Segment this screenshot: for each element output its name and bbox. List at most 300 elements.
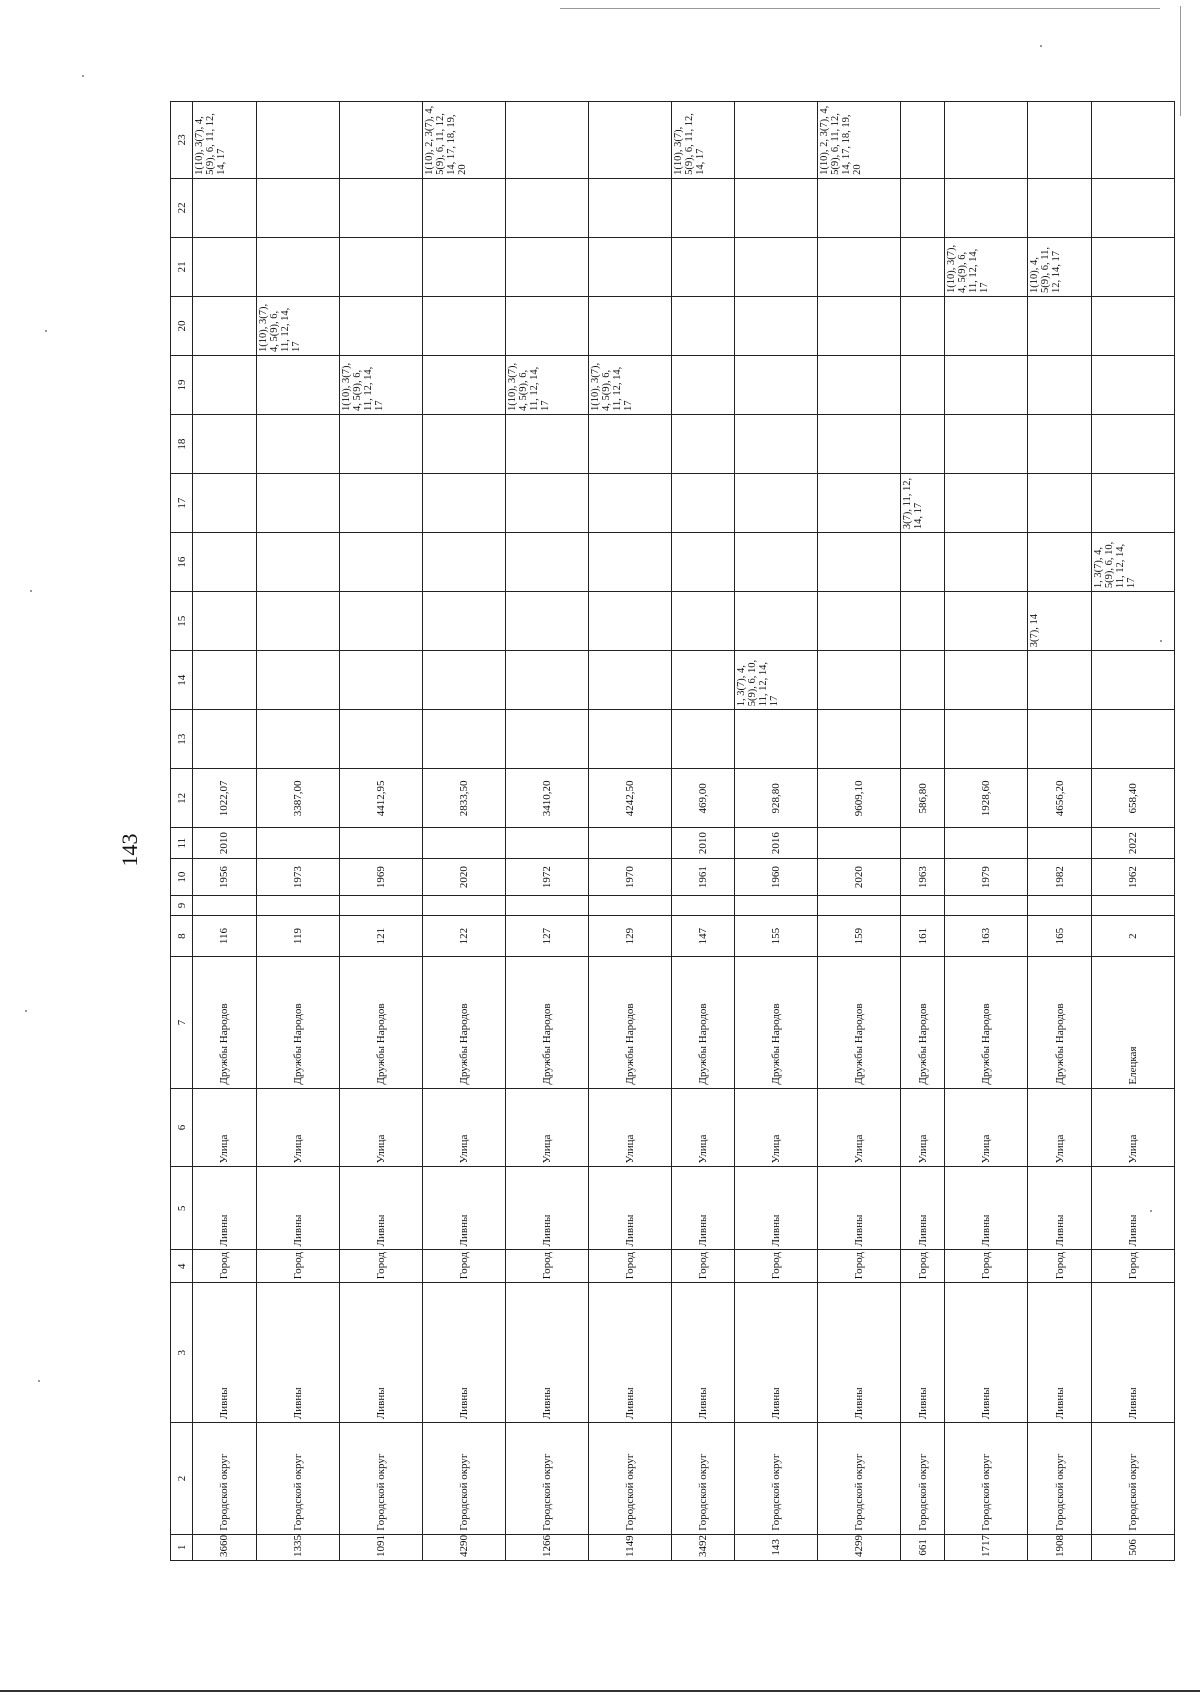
table-cell: Ливны	[818, 1283, 901, 1423]
table-cell	[671, 296, 735, 355]
table-cell	[256, 592, 339, 651]
table-cell	[256, 355, 339, 414]
table-cell	[422, 651, 505, 710]
table-cell: Город	[256, 1250, 339, 1283]
table-cell	[193, 415, 257, 474]
table-cell: Городской округ	[1091, 1423, 1174, 1535]
table-cell	[735, 102, 818, 179]
table-row	[193, 102, 257, 1561]
table-cell: Город	[1091, 1250, 1174, 1283]
table-cell: 661	[901, 1534, 945, 1560]
table-cell	[1028, 355, 1092, 414]
table-cell: 161	[901, 915, 945, 957]
table-cell: 3492	[671, 1534, 735, 1560]
table-cell	[588, 296, 671, 355]
table-cell	[422, 237, 505, 296]
table-cell	[588, 592, 671, 651]
table-cell	[422, 710, 505, 769]
table-cell	[505, 296, 588, 355]
table-cell: 2016	[735, 828, 818, 859]
table-cell	[1091, 415, 1174, 474]
table-cell	[818, 710, 901, 769]
table-cell	[505, 592, 588, 651]
table-cell: Город	[1028, 1250, 1092, 1283]
table-cell: Улица	[422, 1088, 505, 1167]
table-cell	[1028, 296, 1092, 355]
table-cell: Дружбы Народов	[505, 957, 588, 1088]
table-cell: Городской округ	[671, 1423, 735, 1535]
table-cell	[505, 178, 588, 237]
table-cell: 1908	[1028, 1534, 1092, 1560]
table-cell	[1091, 296, 1174, 355]
table-cell	[818, 178, 901, 237]
table-row	[945, 102, 1028, 1561]
table-cell	[901, 237, 945, 296]
table-cell	[1091, 896, 1174, 916]
table-cell	[1028, 828, 1092, 859]
table-cell	[422, 592, 505, 651]
top-rule-vertical	[1180, 6, 1181, 116]
table-cell: 2833,50	[422, 769, 505, 828]
table-cell: Городской округ	[193, 1423, 257, 1535]
table-cell	[945, 651, 1028, 710]
table-cell: Ливны	[339, 1283, 422, 1423]
table-cell	[505, 651, 588, 710]
table-cell: 1962	[1091, 858, 1174, 895]
table-cell	[945, 533, 1028, 592]
table-cell: 1970	[588, 858, 671, 895]
column-number-cell: 6	[171, 1088, 193, 1167]
table-cell	[256, 415, 339, 474]
table-cell	[505, 102, 588, 179]
column-number-cell: 22	[171, 178, 193, 237]
table-cell	[901, 102, 945, 179]
table-cell: 586,80	[901, 769, 945, 828]
table-body	[171, 102, 1175, 1561]
table-cell: 159	[818, 915, 901, 957]
table-cell	[735, 896, 818, 916]
table-cell: Улица	[735, 1088, 818, 1167]
table-cell: 2010	[193, 828, 257, 859]
table-cell: 4656,20	[1028, 769, 1092, 828]
table-cell: Улица	[945, 1088, 1028, 1167]
registry-table	[170, 101, 1175, 1561]
table-cell: 9609,10	[818, 769, 901, 828]
column-number-cell: 1	[171, 1534, 193, 1560]
table-cell: 1960	[735, 858, 818, 895]
table-row	[1091, 102, 1174, 1561]
table-cell: Улица	[193, 1088, 257, 1167]
table-cell	[901, 178, 945, 237]
page-number: 143	[117, 833, 142, 867]
table-row	[818, 102, 901, 1561]
table-cell: Ливны	[1028, 1167, 1092, 1250]
table-cell	[505, 533, 588, 592]
table-cell: Дружбы Народов	[671, 957, 735, 1088]
table-cell	[671, 355, 735, 414]
column-number-cell: 7	[171, 957, 193, 1088]
table-cell: 155	[735, 915, 818, 957]
table-cell	[671, 651, 735, 710]
table-cell	[735, 355, 818, 414]
table-cell	[735, 533, 818, 592]
table-cell: 1335	[256, 1534, 339, 1560]
table-cell	[588, 415, 671, 474]
table-cell: 658,40	[1091, 769, 1174, 828]
table-cell: 2010	[671, 828, 735, 859]
table-cell: 2020	[422, 858, 505, 895]
table-cell: Дружбы Народов	[901, 957, 945, 1088]
table-cell	[193, 533, 257, 592]
table-cell	[339, 533, 422, 592]
table-cell	[901, 592, 945, 651]
table-cell	[1028, 415, 1092, 474]
table-cell	[671, 592, 735, 651]
table-cell: 1149	[588, 1534, 671, 1560]
table-cell	[901, 896, 945, 916]
table-cell	[193, 651, 257, 710]
table-cell: Городской округ	[735, 1423, 818, 1535]
table-row	[671, 102, 735, 1561]
table-cell	[422, 533, 505, 592]
table-row	[422, 102, 505, 1561]
table-cell: 3(7), 14	[1028, 592, 1092, 651]
table-cell	[256, 710, 339, 769]
table-cell	[818, 828, 901, 859]
table-cell: Ливны	[588, 1283, 671, 1423]
table-cell: 1(10), 3(7), 4, 5(9), 6, 11, 12, 14, 17	[588, 355, 671, 414]
table-cell	[818, 355, 901, 414]
table-cell	[901, 651, 945, 710]
table-row	[1028, 102, 1092, 1561]
table-cell: 1(10), 3(7), 4, 5(9), 6, 11, 12, 14, 17	[505, 355, 588, 414]
table-cell	[945, 415, 1028, 474]
column-number-cell: 19	[171, 355, 193, 414]
table-cell: Ливны	[339, 1167, 422, 1250]
column-number-cell: 12	[171, 769, 193, 828]
table-cell	[735, 415, 818, 474]
table-cell	[256, 474, 339, 533]
table-cell	[339, 474, 422, 533]
table-cell: Город	[901, 1250, 945, 1283]
table-cell	[339, 296, 422, 355]
table-cell	[901, 710, 945, 769]
table-cell: Улица	[1028, 1088, 1092, 1167]
table-cell	[735, 237, 818, 296]
table-cell	[256, 896, 339, 916]
table-cell: 1979	[945, 858, 1028, 895]
table-cell	[735, 296, 818, 355]
table-cell: 1961	[671, 858, 735, 895]
table-cell	[945, 828, 1028, 859]
table-cell: 928,80	[735, 769, 818, 828]
table-cell	[422, 828, 505, 859]
table-cell: 2022	[1091, 828, 1174, 859]
table-cell: Улица	[505, 1088, 588, 1167]
column-number-cell: 5	[171, 1167, 193, 1250]
table-cell	[256, 533, 339, 592]
column-number-row	[171, 102, 193, 1561]
table-cell: Дружбы Народов	[422, 957, 505, 1088]
table-cell: Город	[671, 1250, 735, 1283]
table-cell	[422, 415, 505, 474]
table-cell: 1022,07	[193, 769, 257, 828]
table-cell: Улица	[339, 1088, 422, 1167]
table-cell	[1028, 178, 1092, 237]
table-cell	[818, 896, 901, 916]
table-cell: Городской округ	[901, 1423, 945, 1535]
table-cell	[339, 828, 422, 859]
table-row	[339, 102, 422, 1561]
table-cell	[945, 355, 1028, 414]
table-cell	[945, 296, 1028, 355]
table-cell	[818, 415, 901, 474]
table-cell: Город	[505, 1250, 588, 1283]
table-cell: 1(10), 2, 3(7), 4, 5(9), 6, 11, 12, 14, 17, 18, 19, 20	[818, 102, 901, 179]
table-cell: Ливны	[505, 1167, 588, 1250]
table-cell: 121	[339, 915, 422, 957]
column-number-cell: 17	[171, 474, 193, 533]
column-number-cell: 23	[171, 102, 193, 179]
table-cell: Улица	[901, 1088, 945, 1167]
table-cell	[588, 651, 671, 710]
table-cell: 1(10), 3(7), 4, 5(9), 6, 11, 12, 14, 17	[339, 355, 422, 414]
table-cell: 1973	[256, 858, 339, 895]
column-number-cell: 4	[171, 1250, 193, 1283]
table-cell: Город	[735, 1250, 818, 1283]
table-cell: 2020	[818, 858, 901, 895]
table-cell	[901, 828, 945, 859]
table-cell: Ливны	[1091, 1283, 1174, 1423]
table-cell	[256, 651, 339, 710]
table-cell: 1, 3(7), 4, 5(9), 6, 10, 11, 12, 14, 17	[1091, 533, 1174, 592]
table-cell	[671, 710, 735, 769]
table-cell	[1091, 178, 1174, 237]
table-cell: 1(10), 2, 3(7), 4, 5(9), 6, 11, 12, 14, 17, 18, 19, 20	[422, 102, 505, 179]
table-cell: Ливны	[256, 1167, 339, 1250]
rotated-table-wrapper	[170, 101, 1175, 1561]
table-cell	[256, 178, 339, 237]
column-number-cell: 11	[171, 828, 193, 859]
table-cell: 147	[671, 915, 735, 957]
table-cell: Городской округ	[339, 1423, 422, 1535]
table-cell	[505, 474, 588, 533]
table-cell: 1969	[339, 858, 422, 895]
table-cell	[1028, 710, 1092, 769]
table-cell	[422, 474, 505, 533]
table-cell: Дружбы Народов	[1028, 957, 1092, 1088]
table-cell	[945, 474, 1028, 533]
table-cell	[588, 178, 671, 237]
table-cell: Ливны	[901, 1167, 945, 1250]
table-cell: Ливны	[505, 1283, 588, 1423]
table-cell	[818, 474, 901, 533]
table-cell: 1(10), 3(7), 4, 5(9), 6, 11, 12, 14, 17	[256, 296, 339, 355]
table-cell	[193, 296, 257, 355]
table-cell: Городской округ	[945, 1423, 1028, 1535]
table-cell	[1091, 355, 1174, 414]
table-cell: Ливны	[193, 1283, 257, 1423]
table-row	[256, 102, 339, 1561]
table-cell	[256, 237, 339, 296]
table-cell	[1091, 710, 1174, 769]
table-cell	[588, 237, 671, 296]
table-cell: Ливны	[1091, 1167, 1174, 1250]
table-cell	[588, 102, 671, 179]
table-cell	[671, 533, 735, 592]
table-cell: Городской округ	[505, 1423, 588, 1535]
column-number-cell: 18	[171, 415, 193, 474]
table-cell: 1717	[945, 1534, 1028, 1560]
table-cell: Дружбы Народов	[339, 957, 422, 1088]
table-cell	[818, 296, 901, 355]
table-cell: Улица	[256, 1088, 339, 1167]
table-cell: Дружбы Народов	[735, 957, 818, 1088]
table-cell: Ливны	[1028, 1283, 1092, 1423]
table-cell: Дружбы Народов	[818, 957, 901, 1088]
table-cell: 122	[422, 915, 505, 957]
table-cell: Городской округ	[422, 1423, 505, 1535]
table-cell: Городской округ	[588, 1423, 671, 1535]
table-cell	[1091, 237, 1174, 296]
table-cell: Ливны	[735, 1167, 818, 1250]
table-cell: Ливны	[945, 1167, 1028, 1250]
table-cell: Ливны	[671, 1167, 735, 1250]
table-cell: Ливны	[818, 1167, 901, 1250]
table-cell	[735, 592, 818, 651]
table-cell: 165	[1028, 915, 1092, 957]
table-cell: Улица	[671, 1088, 735, 1167]
table-cell	[671, 178, 735, 237]
table-cell	[339, 415, 422, 474]
table-cell	[1028, 533, 1092, 592]
table-cell	[588, 474, 671, 533]
table-cell	[818, 533, 901, 592]
table-cell	[505, 828, 588, 859]
table-row	[901, 102, 945, 1561]
table-cell	[588, 896, 671, 916]
table-cell: 116	[193, 915, 257, 957]
table-cell	[1028, 896, 1092, 916]
table-cell: Ливны	[422, 1283, 505, 1423]
table-cell	[945, 178, 1028, 237]
column-number-cell: 3	[171, 1283, 193, 1423]
table-cell	[193, 896, 257, 916]
table-cell	[339, 896, 422, 916]
table-cell	[256, 102, 339, 179]
column-number-cell: 13	[171, 710, 193, 769]
table-cell	[193, 592, 257, 651]
table-cell: Город	[588, 1250, 671, 1283]
table-cell: 119	[256, 915, 339, 957]
table-cell: Город	[193, 1250, 257, 1283]
table-cell: Ливны	[422, 1167, 505, 1250]
table-cell: 506	[1091, 1534, 1174, 1560]
table-cell	[588, 533, 671, 592]
table-cell	[256, 828, 339, 859]
column-number-cell: 14	[171, 651, 193, 710]
table-cell: 3387,00	[256, 769, 339, 828]
table-cell	[671, 415, 735, 474]
table-cell	[901, 296, 945, 355]
column-number-cell: 9	[171, 896, 193, 916]
table-cell	[505, 710, 588, 769]
table-cell: Елецкая	[1091, 957, 1174, 1088]
table-cell: 1266	[505, 1534, 588, 1560]
table-cell	[901, 533, 945, 592]
column-number-cell: 20	[171, 296, 193, 355]
table-cell	[193, 710, 257, 769]
table-cell	[339, 237, 422, 296]
column-number-cell: 8	[171, 915, 193, 957]
table-cell: 1(10), 3(7), 4, 5(9), 6, 11, 12, 14, 17	[193, 102, 257, 179]
table-cell	[1028, 651, 1092, 710]
table-cell	[735, 710, 818, 769]
table-row	[505, 102, 588, 1561]
table-cell: 1(10), 4, 5(9), 6, 11, 12, 14, 17	[1028, 237, 1092, 296]
table-cell: Город	[818, 1250, 901, 1283]
table-cell: 4242,50	[588, 769, 671, 828]
table-cell	[1028, 102, 1092, 179]
table-cell	[945, 896, 1028, 916]
table-cell: Дружбы Народов	[193, 957, 257, 1088]
table-cell	[193, 237, 257, 296]
table-cell	[1091, 102, 1174, 179]
table-cell: Ливны	[671, 1283, 735, 1423]
table-cell: 1(10), 3(7), 4, 5(9), 6, 11, 12, 14, 17	[945, 237, 1028, 296]
column-number-cell: 21	[171, 237, 193, 296]
column-number-cell: 10	[171, 858, 193, 895]
table-cell: Ливны	[256, 1283, 339, 1423]
table-cell: 1928,60	[945, 769, 1028, 828]
table-cell	[901, 355, 945, 414]
table-cell: 127	[505, 915, 588, 957]
table-cell: Город	[339, 1250, 422, 1283]
table-cell: 1091	[339, 1534, 422, 1560]
table-cell: Улица	[588, 1088, 671, 1167]
table-cell: Ливны	[588, 1167, 671, 1250]
table-cell	[735, 474, 818, 533]
table-cell: 1972	[505, 858, 588, 895]
table-cell	[818, 592, 901, 651]
table-cell: 469,00	[671, 769, 735, 828]
table-cell: Городской округ	[1028, 1423, 1092, 1535]
table-cell: 1956	[193, 858, 257, 895]
table-cell: Улица	[818, 1088, 901, 1167]
table-cell: Городской округ	[818, 1423, 901, 1535]
column-number-cell: 15	[171, 592, 193, 651]
table-cell: Ливны	[735, 1283, 818, 1423]
table-cell	[588, 710, 671, 769]
table-cell: 1982	[1028, 858, 1092, 895]
table-cell	[671, 237, 735, 296]
table-cell: Дружбы Народов	[256, 957, 339, 1088]
table-cell	[1028, 474, 1092, 533]
table-cell	[945, 710, 1028, 769]
table-cell: 3660	[193, 1534, 257, 1560]
table-cell: 2	[1091, 915, 1174, 957]
table-cell	[945, 592, 1028, 651]
table-cell	[193, 474, 257, 533]
table-cell	[193, 178, 257, 237]
table-cell	[339, 592, 422, 651]
table-cell	[735, 178, 818, 237]
table-cell: 3410,20	[505, 769, 588, 828]
table-cell	[422, 296, 505, 355]
table-cell	[901, 415, 945, 474]
table-cell: 4299	[818, 1534, 901, 1560]
table-cell: 4412,95	[339, 769, 422, 828]
